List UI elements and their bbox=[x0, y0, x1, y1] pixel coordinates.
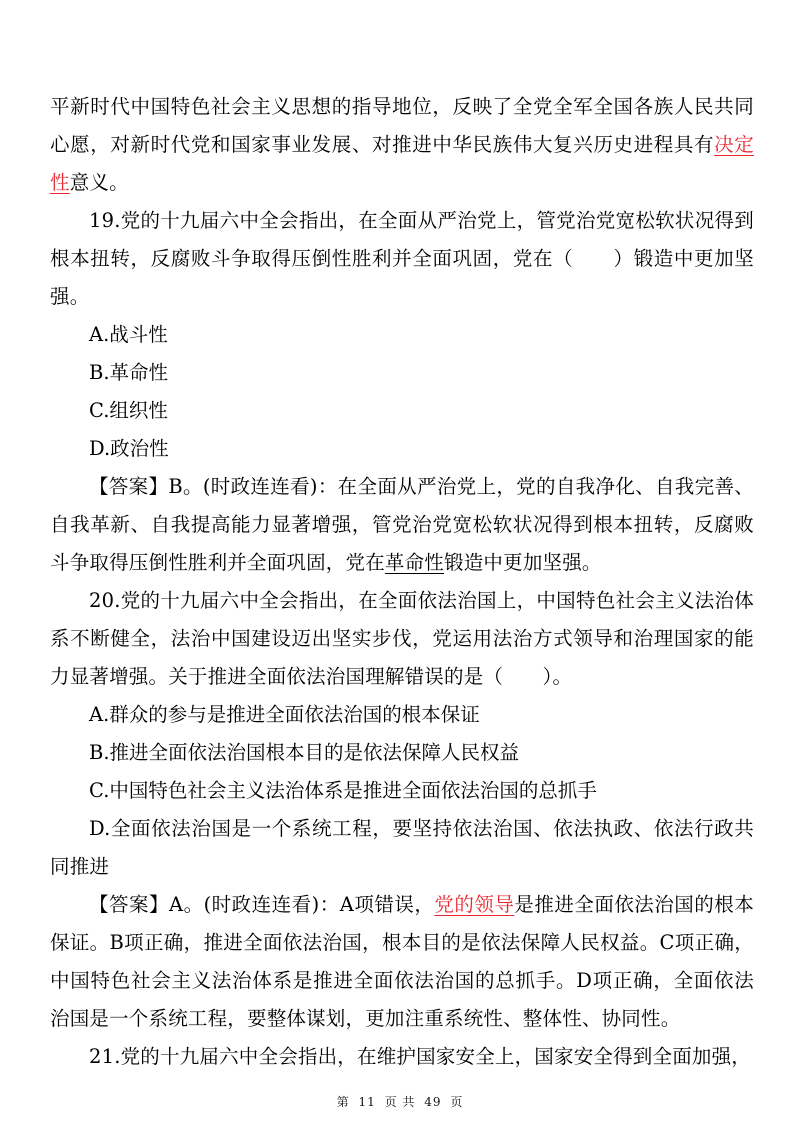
question-19-option-c: C.组织性 bbox=[89, 399, 168, 422]
intro-tail: 意义。 bbox=[69, 171, 129, 194]
question-20-answer bbox=[50, 886, 754, 1038]
question-19-option-a: A.战斗性 bbox=[89, 323, 168, 346]
intro-text: 平新时代中国特色社会主义思想的指导地位，反映了全党全军全国各族人民共同心愿，对新时代党和国家事业发展、对推进中华民族伟大复兴历史进程具有 bbox=[50, 95, 754, 156]
question-19-answer-text: 【答案】B。(时政连连看)：在全面从严治党上，党的自我净化、自我完善、自我革新、自我提高能力显著增强，管党治党宽松软状况得到根本扭转，反腐败斗争取得压倒性胜利并全面巩固，党在 bbox=[50, 475, 754, 574]
intro-highlight: 决定性 bbox=[50, 133, 754, 194]
page-footer bbox=[0, 1093, 800, 1110]
question-21-stem: 21.党的十九届六中全会指出，在维护国家安全上，国家安全得到全面加强， bbox=[89, 1045, 752, 1068]
question-20-answer-text: 【答案】A。(时政连连看)：A项错误， bbox=[89, 893, 435, 916]
question-19-option-d: D.政治性 bbox=[89, 437, 169, 460]
question-19-answer-tail: 锻造中更加坚强。 bbox=[444, 551, 602, 574]
question-19-answer bbox=[50, 468, 754, 582]
footer-prefix: 第 bbox=[336, 1095, 350, 1109]
question-20-option-d: D.全面依法治国是一个系统工程，要坚持依法治国、依法执政、依法行政共同推进 bbox=[50, 817, 754, 878]
question-20-option-b: B.推进全面依法治国根本目的是依法保障人民权益 bbox=[89, 741, 520, 764]
question-20-answer-tail: 是推进全面依法治国的根本保证。B项正确，推进全面依法治国，根本目的是依法保障人民权益。C项正确，中国特色社会主义法治体系是推进全面依法治国的总抓手。D项正确，全面依法治国是一个系统工程，要整体谋划，更加注重系统性、整体性、协同性。 bbox=[50, 893, 754, 1030]
page-content bbox=[50, 88, 754, 1076]
question-19-answer-key: 革命性 bbox=[384, 551, 445, 574]
question-19-option-b: B.革命性 bbox=[89, 361, 169, 384]
question-20-stem: 20.党的十九届六中全会指出，在全面依法治国上，中国特色社会主义法治体系不断健全，法治中国建设迈出坚实步伐，党运用法治方式领导和治理国家的能力显著增强。关于推进全面依法治国理解错误的是（ ）。 bbox=[50, 589, 754, 688]
footer-current-page: 11 bbox=[358, 1095, 376, 1109]
footer-total-pages: 49 bbox=[424, 1095, 442, 1109]
question-20-answer-key: 党的领导 bbox=[434, 893, 515, 916]
question-20-option-a: A.群众的参与是推进全面依法治国的根本保证 bbox=[89, 703, 480, 726]
question-20-option-c: C.中国特色社会主义法治体系是推进全面依法治国的总抓手 bbox=[89, 779, 597, 802]
intro-paragraph bbox=[50, 88, 754, 202]
question-19-stem: 19.党的十九届六中全会指出，在全面从严治党上，管党治党宽松软状况得到根本扭转，反腐败斗争取得压倒性胜利并全面巩固，党在（ ）锻造中更加坚强。 bbox=[50, 209, 754, 308]
footer-suffix: 页 bbox=[450, 1095, 464, 1109]
footer-middle: 页 共 bbox=[384, 1095, 416, 1109]
